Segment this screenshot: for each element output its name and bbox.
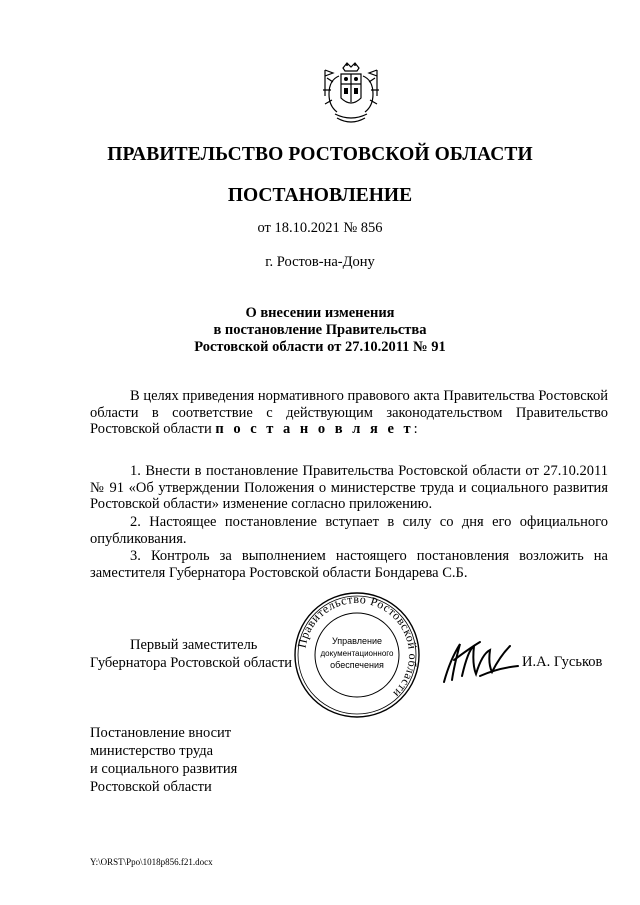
document-date-number: от 18.10.2021 № 856 (257, 220, 383, 236)
svg-text:Правительство Ростовской облас (294, 592, 420, 701)
preamble-text-wrap (90, 388, 608, 438)
decree-keyword: п о с т а н о в л я е т (215, 421, 414, 438)
signer-title (90, 636, 292, 672)
coat-of-arms-icon (317, 60, 385, 128)
handwritten-signature-icon (440, 630, 520, 690)
submitted-by-line: Постановление вносит (90, 725, 232, 741)
submitted-by-note (90, 724, 237, 796)
stamp-inner-line: обеспечения (330, 660, 384, 670)
preamble-paragraph (90, 388, 608, 438)
signer-title-line: Губернатора Ростовской области (90, 655, 293, 671)
file-path: Y:\ORST\Ppo\1018p856.f21.docx (90, 857, 213, 867)
stamp-inner-line: документационного (320, 649, 394, 658)
subject-line: Ростовской области от 27.10.2011 № 91 (194, 339, 446, 355)
item-2-paragraph (90, 514, 608, 547)
subject-line: в постановление Правительства (213, 322, 427, 338)
item-1-text: 1. Внести в постановление Правительства Ростовской области от 27.10.2011 № 91 «Об утверждении Положения о министерстве труда и социального развития Ростовской области» изменение согласно приложению. (90, 463, 608, 513)
submitted-by-line: Ростовской области (90, 779, 212, 795)
document-place: г. Ростов-на-Дону (265, 254, 375, 270)
item-2-text: 2. Настоящее постановление вступает в силу со дня его официального опубликования. (90, 514, 608, 547)
subject-line: О внесении изменения (245, 305, 395, 321)
organization-title: ПРАВИТЕЛЬСТВО РОСТОВСКОЙ ОБЛАСТИ (107, 144, 533, 165)
submitted-by-line: и социального развития (90, 761, 238, 777)
signer-name: И.А. Гуськов (522, 654, 603, 670)
stamp-ring-text: Правительство Ростовской области (294, 591, 421, 701)
submitted-by-line: министерство труда (90, 743, 214, 759)
stamp-inner-line: Управление (331, 636, 383, 646)
document-subject (0, 305, 640, 356)
item-1-paragraph (90, 463, 608, 513)
preamble-colon: : (413, 421, 418, 438)
official-stamp (292, 590, 422, 720)
item-3-paragraph (90, 548, 608, 581)
preamble-text: В целях приведения нормативного правового акта Правительства Ростовской области в соответствие с действующим законодательством Правительство Ростовской области (90, 388, 608, 438)
signer-title-line: Первый заместитель (130, 637, 258, 653)
item-3-text: 3. Контроль за выполнением настоящего постановления возложить на заместителя Губернатора Ростовской области Бондарева С.Б. (90, 548, 608, 581)
document-type: ПОСТАНОВЛЕНИЕ (227, 185, 413, 206)
